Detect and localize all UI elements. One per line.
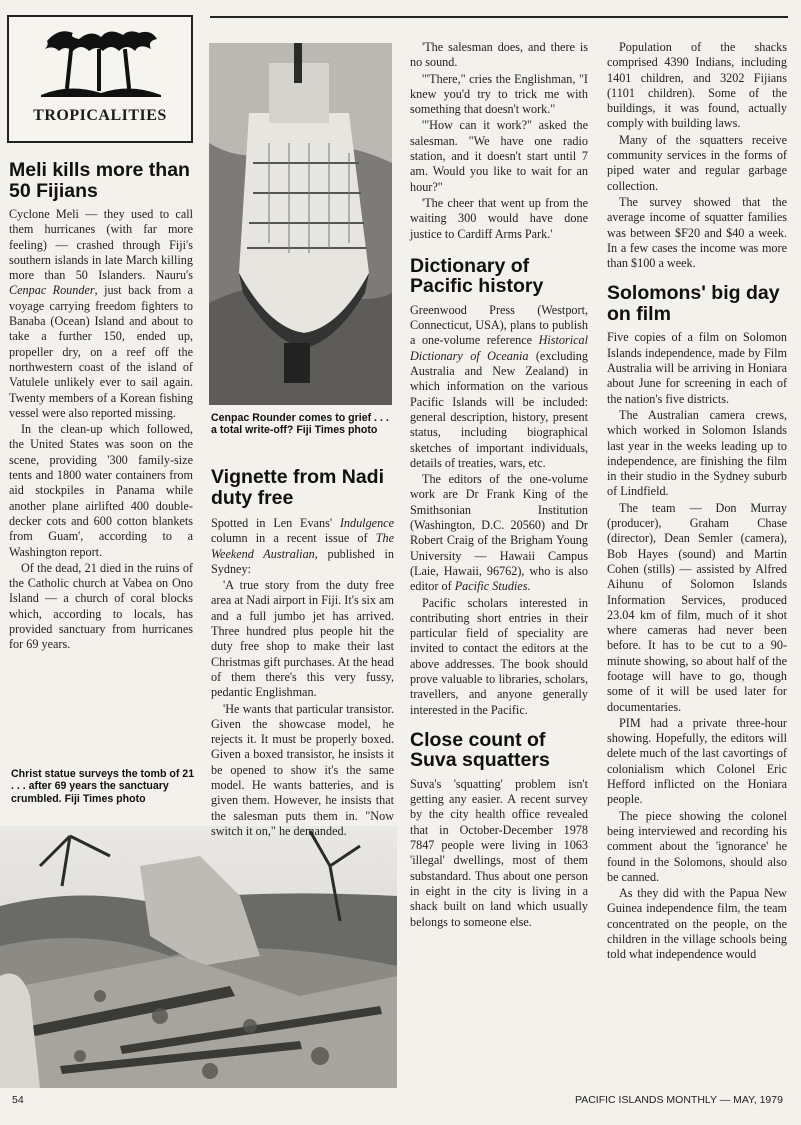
nadi-paragraph-4: '"There," cries the Englishman, "I knew you'd try to trick me with something that doesn't work." — [410, 71, 588, 117]
dictionary-body — [410, 303, 588, 718]
meli-body — [9, 207, 193, 653]
caption-church: Christ statue surveys the tomb of 21 . . . after 69 years the sanctuary crumbled. Fiji Times photo — [11, 768, 195, 805]
nadi-paragraph-1: 'A true story from the duty free area at Nadi airport in Fiji. It's six am and a full jumbo jet has arrived. Three hundred plus people hit the duty free shop to make their last Christmas gift purchases. At the head of them there's this very fussy, pedantic Englishman. — [211, 578, 394, 700]
section-logo — [7, 15, 193, 143]
solomons-paragraph-1: Five copies of a film on Solomon Islands independence, made by Film Australia will be arriving in Honiara about June for screening in each of the nation's five districts. — [607, 330, 787, 406]
suva-paragraph-2: Population of the shacks comprised 4390 Indians, including 1401 children, and 3202 Fijians (1101 children). Some of the buildings, it was found, actually comply with building laws. — [607, 40, 787, 131]
nadi-intro: Spotted in Len Evans' Indulgence column in a recent issue of The Weekend Australian, published in Sydney: — [211, 516, 394, 576]
suva-paragraph-1: Suva's 'squatting' problem isn't getting any easier. A recent survey by the city health office revealed that in October-December 1978 7847 people were living in 1063 'illegal' dwellings, most of them substandard. Thus about one person in eight in the city is living in a shack built on land which usually belongs to someone else. — [410, 776, 588, 929]
solomons-paragraph-3: The team — Don Murray (producer), Graham Chase (director), Dean Semler (camera), Bob Hayes (sound) and Martin Cohen (stills) — assisted by Alfred Aihunu of Solomon Islands Information Services, produced 23.04 km of film, much of it shot where cameras had never been before. It has to be cut to a 90-minute showing, so about half of the footage will have to go, though some of it will be used later for documentaries. — [607, 500, 787, 714]
headline-dictionary: Dictionary of Pacific history — [410, 254, 544, 298]
nadi-paragraph-3: 'The salesman does, and there is no sound. — [410, 40, 588, 70]
headline-solomons: Solomons' big day on film — [607, 282, 780, 325]
suva-paragraph-4: The survey showed that the average income of squatter families was between $F20 and $40 a week. In a few cases the income was more than $100 a week. — [607, 194, 787, 271]
solomons-paragraph-6: As they did with the Papua New Guinea independence film, the team concentrated on the people, on the children in the village schools being told what independence would — [607, 886, 787, 962]
suva-body — [410, 777, 588, 930]
headline-suva: Close count of Suva squatters — [410, 728, 550, 772]
headline-nadi: Vignette from Nadi duty free — [211, 466, 384, 509]
suva-paragraph-3: Many of the squatters receive community services in the forms of piped water and regular garbage collection. — [607, 132, 787, 193]
solomons-paragraph-5: The piece showing the colonel being interviewed and recording his comment about the 'ignorance' he found in the Solomons, should also be canned. — [607, 808, 787, 884]
column-4 — [607, 40, 787, 964]
church-ruins-photo — [0, 826, 397, 1088]
dictionary-paragraph-2: The editors of the one-volume work are Dr Frank King of the Smithsonian Institution (Washington, D.C. 20560) and Dr Robert Craig of the Brigham Young University — Hawaii Campus (Laie, Hawaii, 96762), who is also editor of Pacific Studies. — [410, 472, 588, 594]
nadi-paragraph-6: 'The cheer that went up from the waiting 300 would have done justice to Cardiff Arms Park.' — [410, 195, 588, 241]
suva-continuation — [607, 40, 787, 271]
palm-trees-icon — [39, 23, 163, 101]
publication-footer: PACIFIC ISLANDS MONTHLY — MAY, 1979 — [575, 1094, 783, 1106]
section-title: TROPICALITIES — [33, 107, 167, 124]
ship-photo — [209, 43, 392, 405]
meli-paragraph-1: Cyclone Meli — they used to call them hurricanes (with far more feeling) — crashed through Fiji's southern islands in late March killing more than 50 Islanders. Nauru's Cenpac Rounder, just back from a voyage carrying freedom fighters to Banaba (Ocean) Island and about to take a further 150, ended up, propeller dry, on a reef off the northwestern coast of the island of Vatulele unlikely ever to sail again. Twenty members of a Korean fishing vessel were also reported missing. — [9, 207, 193, 420]
headline-meli: Meli kills more than 50 Fijians — [9, 159, 190, 202]
top-rule — [210, 16, 788, 18]
article-nadi — [211, 467, 394, 840]
solomons-paragraph-4: PIM had a private three-hour showing. Hopefully, the editors will delete much of the last cavortings of colonialism which Colonel Eric Hefford inflicted on the Honiara people. — [607, 715, 787, 807]
caption-ship: Cenpac Rounder comes to grief . . . a total write-off? Fiji Times photo — [211, 412, 389, 437]
meli-paragraph-3: Of the dead, 21 died in the ruins of the Catholic church at Vabea on Ono Island — a church of coral blocks which, according to locals, has provided sanctuary from hurricanes for 69 years. — [9, 560, 193, 652]
page-number: 54 — [12, 1094, 24, 1106]
nadi-body — [211, 516, 394, 839]
nadi-paragraph-5: '"How can it work?" asked the salesman. "We have one radio station, and it doesn't start until 7 am. Would you like to wait for an hour?" — [410, 118, 588, 194]
meli-paragraph-2: In the clean-up which followed, the United States was soon on the scene, providing '300 family-size tents and 1800 water containers from aid stockpiles in Panama while another plane airlifted 400 double-decker cots and 600 cotton blankets from Guam', according to a Washington report. — [9, 422, 193, 559]
dictionary-paragraph-1: Greenwood Press (Westport, Connecticut, USA), plans to publish a one-volume reference Historical Dictionary of Oceania (excluding Australia and New Zealand) in which information on the various Pacific Islands will be included: general description, history, present status, including biographical sketches of important individuals, details of treaties, wars, etc. — [410, 302, 588, 470]
solomons-paragraph-2: The Australian camera crews, which worked in Solomon Islands last year in the weeks leading up to independence, are finishing the film in their studio in the Sydney suburb of Lindfield. — [607, 407, 787, 499]
column-3 — [410, 40, 588, 931]
article-meli — [9, 160, 193, 654]
nadi-continuation — [410, 40, 588, 242]
solomons-body — [607, 330, 787, 962]
nadi-paragraph-2: 'He wants that particular transistor. Given the showcase model, he rejects it. It must be properly boxed. Given a boxed transistor, he insists it be opened to show it's the same model. He wants batteries, and is given them. However, he insists that the salesman puts them in. "Now switch it on," he demanded. — [211, 701, 394, 838]
dictionary-paragraph-3: Pacific scholars interested in contributing short entries in their particular field of speciality are invited to contact the editors at the above addresses. The book should prove valuable to libraries, scholars, travellers, and anyone generally interested in the Pacific. — [410, 595, 588, 717]
